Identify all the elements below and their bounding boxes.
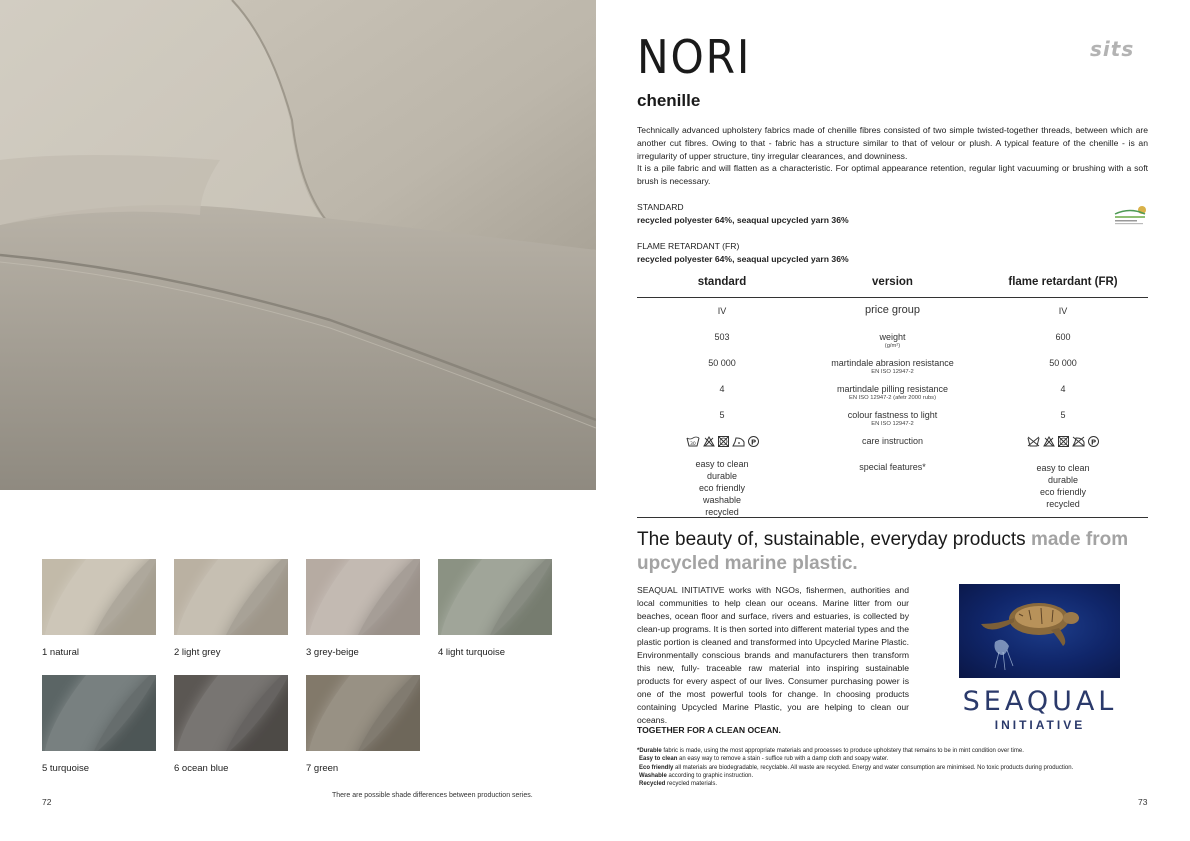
footnote-term: Eco friendly xyxy=(639,764,674,771)
no-tumble-dry-icon xyxy=(718,436,729,447)
care-label: care instruction xyxy=(861,436,924,446)
swatch-ocean-blue[interactable] xyxy=(174,675,288,751)
footnote-line xyxy=(637,780,1073,788)
features-standard xyxy=(637,458,807,518)
cell-version xyxy=(807,358,978,375)
swatch-turquoise[interactable] xyxy=(42,675,156,751)
footnote-line xyxy=(637,772,1073,780)
swatch-label: 5 turquoise xyxy=(42,763,90,774)
description-paragraph: It is a pile fabric and will flatten as a characteristic. For optimal appearance retention, regular light vacuuming or brushing with a soft brush is necessary. xyxy=(637,163,1148,187)
no-iron-icon xyxy=(1072,436,1085,447)
page-number-left: 72 xyxy=(42,797,52,807)
footnote-text: all materials are biodegradable, recyclable. All waste are recycled. Energy and water consumption are minimised. No toxic products during production. xyxy=(673,764,1074,771)
fr-label: FLAME RETARDANT (FR) xyxy=(637,241,740,251)
header-version: version xyxy=(872,276,913,288)
dry-clean-p-icon xyxy=(1088,436,1099,447)
footnote-text: fabric is made, using the most appropriate materials and processes to produce upholstery that remains to be in mint condition over time. xyxy=(661,748,1024,754)
swatch-label: 2 light grey xyxy=(174,647,221,658)
swatch-label: 6 ocean blue xyxy=(174,763,229,774)
footnote-text: according to graphic instruction. xyxy=(666,772,754,779)
feature-item: durable xyxy=(1047,475,1079,485)
swatch-grey-beige[interactable] xyxy=(306,559,420,635)
no-bleach-icon xyxy=(703,436,715,447)
swatch-light-turquoise[interactable] xyxy=(438,559,552,635)
row-sublabel: (g/m²) xyxy=(884,343,901,349)
shade-note: There are possible shade differences between production series. xyxy=(332,792,533,799)
footnote-text: an easy way to remove a stain - suffice rub with a damp cloth and soapy water. xyxy=(677,756,889,763)
spec-table-header xyxy=(637,276,1148,298)
feature-item: durable xyxy=(706,471,738,481)
no-bleach-icon xyxy=(1043,436,1055,447)
row-sublabel: EN ISO 12947-2 (afetr 2000 rubs) xyxy=(849,395,936,401)
table-row xyxy=(637,358,1148,384)
swatch-light-grey[interactable] xyxy=(174,559,288,635)
swatch-label: 3 grey-beige xyxy=(306,647,359,658)
headline-highlight: made from upcycled marine plastic. xyxy=(637,529,1129,574)
logo-subtitle: INITIATIVE xyxy=(994,718,1086,732)
product-title: NORI xyxy=(637,30,752,84)
together-slogan: TOGETHER FOR A CLEAN OCEAN. xyxy=(637,725,781,735)
row-label: weight xyxy=(879,332,906,342)
feature-item: recycled xyxy=(705,507,739,517)
cell-standard: 503 xyxy=(714,332,730,342)
footnote-line xyxy=(637,755,1073,763)
fabric-type: chenille xyxy=(637,91,701,110)
standard-composition: recycled polyester 64%, seaqual upcycled yarn 36% xyxy=(637,215,849,225)
features-fr xyxy=(978,462,1148,510)
no-tumble-dry-icon xyxy=(1058,436,1069,447)
row-label: colour fastness to light xyxy=(847,410,938,420)
swatch-natural[interactable] xyxy=(42,559,156,635)
brand-logo xyxy=(1090,38,1148,66)
footnote-line xyxy=(637,747,1073,755)
footnote-term: Washable xyxy=(639,772,667,779)
footnote-line xyxy=(637,764,1073,772)
care-icons-fr xyxy=(978,436,1148,449)
cell-standard: 5 xyxy=(719,410,725,420)
footnotes xyxy=(637,747,1073,788)
footnote-term: Recycled xyxy=(639,781,666,788)
footnote-text: recycled materials. xyxy=(665,781,718,788)
cell-version xyxy=(807,410,978,427)
table-row xyxy=(637,384,1148,410)
spec-table xyxy=(637,276,1148,518)
cell-fr: 600 xyxy=(1055,332,1071,342)
table-row xyxy=(637,410,1148,436)
row-label: martindale pilling resistance xyxy=(836,384,949,394)
table-row-care xyxy=(637,436,1148,458)
svg-text:sits: sits xyxy=(1090,38,1135,60)
cell-standard: 4 xyxy=(719,384,725,394)
feature-item: recycled xyxy=(1046,499,1080,509)
dry-clean-p-icon xyxy=(748,436,759,447)
feature-item: eco friendly xyxy=(1039,487,1087,497)
cell-fr: 50 000 xyxy=(1049,358,1077,368)
swatch-green[interactable] xyxy=(306,675,420,751)
seaqual-logo xyxy=(940,686,1140,732)
table-bottom-rule xyxy=(637,517,1148,518)
wash-30-icon xyxy=(686,436,700,447)
fr-composition: recycled polyester 64%, seaqual upcycled yarn 36% xyxy=(637,254,849,264)
row-sublabel: EN ISO 12947-2 xyxy=(871,369,914,375)
cell-version xyxy=(807,304,978,316)
table-row-features xyxy=(637,458,1148,518)
svg-text:P: P xyxy=(750,438,756,447)
standard-label: STANDARD xyxy=(637,202,684,212)
row-label: price group xyxy=(864,304,921,316)
svg-text:30: 30 xyxy=(689,442,696,447)
sofa-photo xyxy=(0,0,596,490)
footnote-term: *Durable xyxy=(637,748,662,754)
header-standard: standard xyxy=(697,276,747,288)
no-wash-icon xyxy=(1027,436,1040,447)
feature-item: washable xyxy=(702,495,742,505)
feature-item: easy to clean xyxy=(1036,463,1090,473)
row-sublabel: EN ISO 12947-2 xyxy=(871,421,914,427)
certificate-icon xyxy=(1112,205,1148,227)
feature-item: easy to clean xyxy=(695,459,749,469)
sustainability-headline xyxy=(637,528,1157,576)
swatch-label: 7 green xyxy=(306,763,339,774)
cell-fr: IV xyxy=(1058,306,1068,316)
cell-version xyxy=(807,332,978,349)
cell-standard: IV xyxy=(717,306,727,316)
cell-fr: 4 xyxy=(1060,384,1066,394)
fabric-description xyxy=(637,124,1148,188)
cell-standard: 50 000 xyxy=(708,358,736,368)
footnote-term: Easy to clean xyxy=(639,756,678,763)
sofa-illustration xyxy=(0,0,596,490)
swatch-label: 4 light turquoise xyxy=(438,647,506,658)
description-paragraph: Technically advanced upholstery fabrics made of chenille fibres consisted of two simple twisted-together threads, between which are another cut fibres. Owing to that - fabric has a structure similar to that of velour or plush. A typical feature of the chenille - is an irregularity of upper structure, tiny irregular clearances, and downiness. xyxy=(637,125,1148,161)
headline-dark: The beauty of, sustainable, everyday products xyxy=(637,529,1026,550)
cell-version xyxy=(807,384,978,401)
row-label: martindale abrasion resistance xyxy=(831,358,954,368)
care-icons-standard xyxy=(637,436,807,449)
seaqual-body: SEAQUAL INITIATIVE works with NGOs, fishermen, authorities and local communities to help clean our oceans. Marine litter from our beaches, ocean floor and surface, rivers and estuaries, is collected by clean-up programs. It is then sorted into different material types and the plastic portion is cleaned and transformed into Upcycled Marine Plastic. Environmentally conscious brands and manufacturers then transform this new, fully- traceable raw material into inspiring sustainable products for every aspect of our lives. Consumer purchasing power is one of the most powerful tools for change. In choosing products containing Upcycled Marine Plastic, you are helping to clean our oceans. xyxy=(637,585,909,725)
logo-wordmark: SEAQUAL xyxy=(962,686,1118,717)
svg-text:P: P xyxy=(1091,438,1097,447)
feature-item: eco friendly xyxy=(698,483,746,493)
turtle-photo xyxy=(959,584,1120,678)
header-fr: flame retardant (FR) xyxy=(1008,276,1118,288)
cell-fr: 5 xyxy=(1060,410,1066,420)
iron-icon xyxy=(732,436,745,447)
table-row xyxy=(637,332,1148,358)
features-label: special features* xyxy=(859,462,926,472)
swatch-label: 1 natural xyxy=(42,647,79,658)
table-row xyxy=(637,306,1148,332)
page-number-right: 73 xyxy=(1138,797,1148,807)
